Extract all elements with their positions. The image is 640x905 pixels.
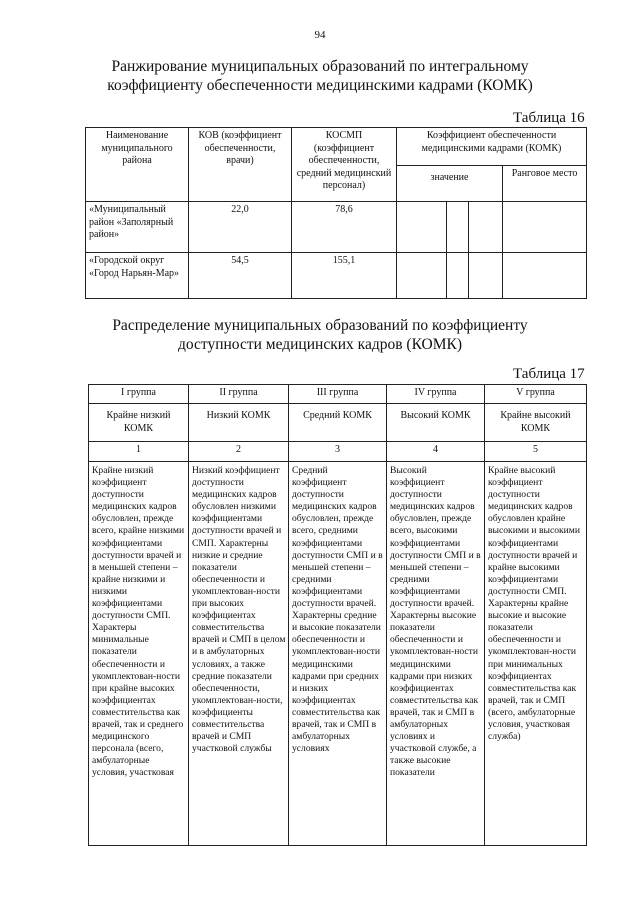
groups-row xyxy=(89,385,587,404)
number-2: 2 xyxy=(189,442,289,462)
table16 xyxy=(85,127,587,299)
table-row xyxy=(86,253,587,299)
row2-value-c xyxy=(469,253,503,299)
row2-rank xyxy=(503,253,587,299)
table16-label: Таблица 16 xyxy=(513,110,585,126)
header-kov: КОВ (коэффициент обеспеченности, врачи) xyxy=(189,128,292,202)
number-1: 1 xyxy=(89,442,189,462)
level-4: Высокий КОМК xyxy=(387,404,485,442)
table17 xyxy=(88,384,587,846)
row2-name: «Городской округ «Город Нарьян-Мар» xyxy=(86,253,189,299)
description-2: Низкий коэффициент доступности медицинских кадров обусловлен низкими коэффициентами доступности врачей и СМП. Характерны низкие и средние показатели обеспеченности и укомплектован-ности при высоких коэффициентах совместительства врачей и СМП в целом и в амбулаторных условиях, а также средние показатели обеспеченности, укомплектован-ности, коэффициенты совместительства врачей и СМП участковой службы xyxy=(189,462,289,846)
group-4: IV группа xyxy=(387,385,485,404)
number-4: 4 xyxy=(387,442,485,462)
header-komk: Коэффициент обеспеченности медицинскими кадрами (КОМК) xyxy=(397,128,587,166)
table17-title xyxy=(95,316,545,354)
group-3: III группа xyxy=(289,385,387,404)
level-5: Крайне высокий КОМК xyxy=(485,404,587,442)
number-5: 5 xyxy=(485,442,587,462)
header-kosmp: КОСМП (коэффициент обеспеченности, средний медицинский персонал) xyxy=(292,128,397,202)
levels-row xyxy=(89,404,587,442)
row1-name: «Муниципальный район «Заполярный район» xyxy=(86,202,189,253)
numbers-row xyxy=(89,442,587,462)
group-5: V группа xyxy=(485,385,587,404)
row1-value-b xyxy=(447,202,469,253)
table17-title-line1: Распределение муниципальных образований по коэффициенту xyxy=(112,317,528,334)
group-1: I группа xyxy=(89,385,189,404)
level-1: Крайне низкий КОМК xyxy=(89,404,189,442)
header-name: Наименование муниципального района xyxy=(86,128,189,202)
number-3: 3 xyxy=(289,442,387,462)
description-4: Высокий коэффициент доступности медицинских кадров обусловлен, прежде всего, высокими коэффициентами доступности СМП и в меньшей степени – средними коэффициентами доступности врачей. Характерны высокие показатели обеспеченности и укомплектован-ности медицинскими кадрами при низких коэффициентах совместительства как врачей, так и СМП в амбулаторных условиях и участковой службе, а также высокие показатели xyxy=(387,462,485,846)
row2-kov: 54,5 xyxy=(189,253,292,299)
table16-title-line2: коэффициенту обеспеченности медицинскими кадрами (КОМК) xyxy=(107,77,533,94)
row2-kosmp: 155,1 xyxy=(292,253,397,299)
descriptions-row xyxy=(89,462,587,846)
table16-title-line1: Ранжирование муниципальных образований по интегральному xyxy=(111,58,529,75)
level-3: Средний КОМК xyxy=(289,404,387,442)
description-5: Крайне высокий коэффициент доступности медицинских кадров обусловлен крайне высокими и высокими коэффициентами доступности врачей и крайне высокими коэффициентами доступности СМП. Характерны крайне высокие и высокие показатели обеспеченности и укомплектован-ности при минимальных коэффициентах совместительства как врачей, так и СМП (всего, амбулаторные условия, участковая служба) xyxy=(485,462,587,846)
table-row xyxy=(86,202,587,253)
description-1: Крайне низкий коэффициент доступности медицинских кадров обусловлен, прежде всего, крайне низкими коэффициентами доступности врачей и в меньшей степени – крайне низкими и низкими коэффициентами доступности СМП. Характеры минимальные показатели обеспеченности и укомплектован-ности при крайне высоких коэффициентах совместительства как врачей, так и среднего медицинского персонала (всего, амбулаторные условия, участковая xyxy=(89,462,189,846)
row2-value-a xyxy=(397,253,447,299)
table17-label: Таблица 17 xyxy=(513,366,585,382)
row1-kosmp: 78,6 xyxy=(292,202,397,253)
header-value: значение xyxy=(397,166,503,202)
row2-value-b xyxy=(447,253,469,299)
group-2: II группа xyxy=(189,385,289,404)
level-2: Низкий КОМК xyxy=(189,404,289,442)
row1-kov: 22,0 xyxy=(189,202,292,253)
table16-title xyxy=(95,57,545,95)
row1-value-a xyxy=(397,202,447,253)
row1-value-c xyxy=(469,202,503,253)
description-3: Средний коэффициент доступности медицинских кадров обусловлен, прежде всего, средними коэффициентами доступности СМП и в меньшей степени – средними коэффициентами доступности врачей. Характерны средние и высокие показатели обеспеченности и укомплектован-ности медицинскими кадрами при средних и низких коэффициентах совместительства как врачей, так и СМП в амбулаторных условиях xyxy=(289,462,387,846)
row1-rank xyxy=(503,202,587,253)
page-number: 94 xyxy=(314,29,326,41)
header-rank: Ранговое место xyxy=(503,166,587,202)
table17-title-line2: доступности медицинских кадров (КОМК) xyxy=(178,336,462,353)
